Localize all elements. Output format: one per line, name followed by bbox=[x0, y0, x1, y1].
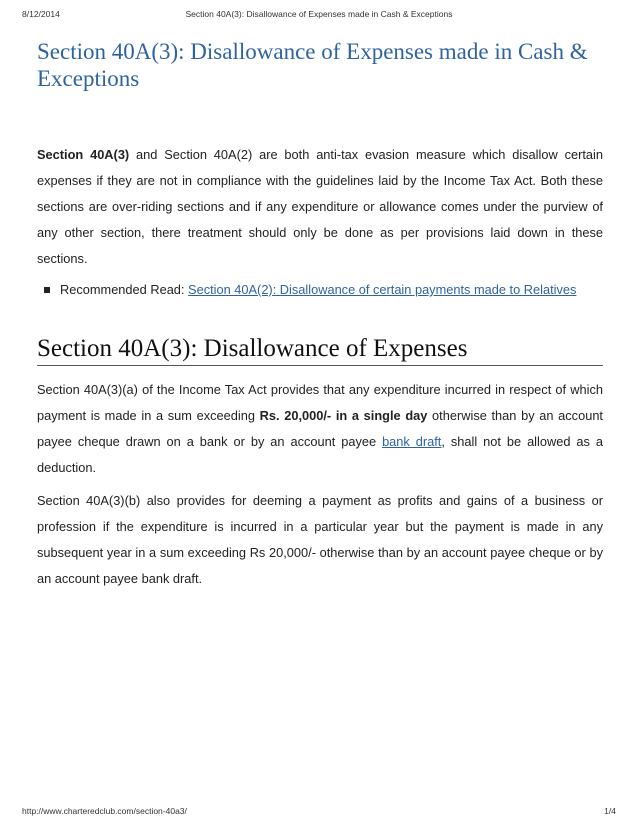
recommended-read-item bbox=[44, 282, 576, 297]
section-40a3b-paragraph: Section 40A(3)(b) also provides for deeming a payment as profits and gains of a business or profession if the expenditure is incurred in a particular year but the payment is made in any subsequent year in a sum exceeding Rs 20,000/- otherwise than by an account payee cheque or by an account payee bank draft. bbox=[37, 493, 603, 586]
section-40a3a-paragraph bbox=[37, 377, 603, 481]
print-date: 8/12/2014 bbox=[22, 9, 60, 19]
para-a-before: Section 40A(3)(a) of the Income Tax Act provides that any expenditure incurred in respect of which payment is made in a sum exceeding bbox=[37, 382, 603, 423]
para-a-bold: Rs. 20,000/- in a single day bbox=[259, 408, 428, 423]
recommended-link[interactable]: Section 40A(2): Disallowance of certain payments made to Relatives bbox=[188, 282, 577, 297]
square-bullet-icon bbox=[44, 287, 50, 293]
intro-text: and Section 40A(2) are both anti-tax evasion measure which disallow certain expenses if they are not in compliance with the guidelines laid by the Income Tax Act. Both these sections are over-riding sections and if any expenditure or allowance comes under the purview of any other section, there treatment should only be done as per provisions laid down in these sections. bbox=[37, 147, 603, 266]
bank-draft-link[interactable]: bank draft bbox=[382, 434, 442, 449]
page-title: Section 40A(3): Disallowance of Expenses made in Cash & Exceptions bbox=[37, 39, 588, 91]
intro-paragraph bbox=[37, 142, 603, 272]
print-page-number: 1/4 bbox=[604, 806, 616, 816]
print-footer-url: http://www.charteredclub.com/section-40a3/ bbox=[22, 806, 187, 816]
recommended-label: Recommended Read: bbox=[60, 282, 189, 297]
print-header-title: Section 40A(3): Disallowance of Expenses made in Cash & Exceptions bbox=[185, 9, 453, 19]
section-heading: Section 40A(3): Disallowance of Expenses bbox=[37, 334, 603, 366]
para-a-after: , shall not be allowed as a deduction. bbox=[37, 434, 603, 475]
intro-bold-lead: Section 40A(3) bbox=[37, 147, 130, 162]
para-a-middle: otherwise than by an account payee cheque drawn on a bank or by an account payee bbox=[37, 408, 603, 449]
